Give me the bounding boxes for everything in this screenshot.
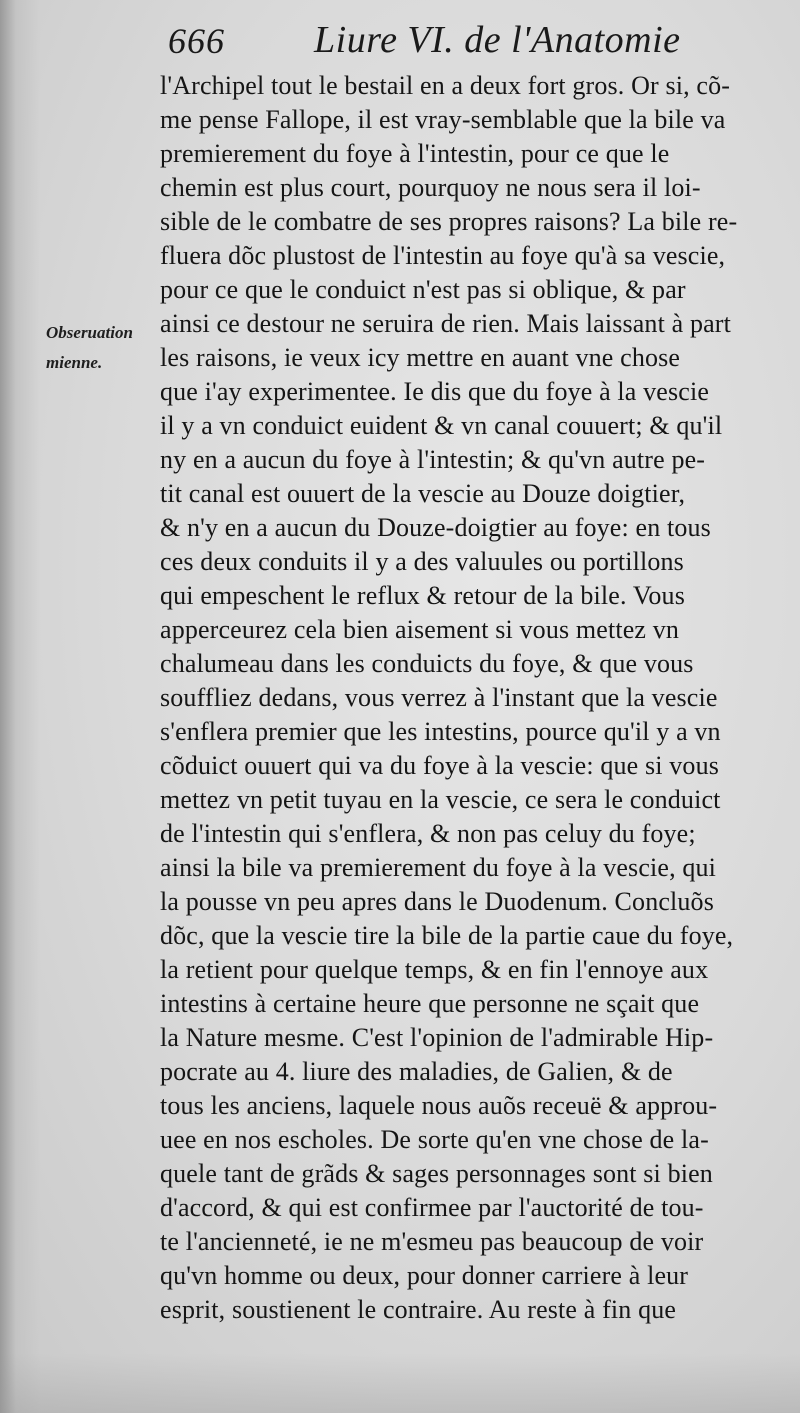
text-line: te l'ancienneté, ie ne m'esmeu pas beaucoup de voir <box>160 1227 704 1256</box>
text-line: premierement du foye à l'intestin, pour ce que le <box>160 139 670 168</box>
text-line: ainsi la bile va premierement du foye à la vescie, qui <box>160 853 717 882</box>
text-line: tous les anciens, laquele nous auõs receuë & approu- <box>160 1091 718 1120</box>
text-line: pocrate au 4. liure des maladies, de Galien, & de <box>160 1057 673 1086</box>
text-line: uee en nos escholes. De sorte qu'en vne chose de la- <box>160 1125 709 1154</box>
text-line: la retient pour quelque temps, & en fin l'ennoye aux <box>160 955 709 984</box>
text-line: il y a vn conduict euident & vn canal couuert; & qu'il <box>160 411 723 440</box>
text-line: quele tant de grãds & sages personnages sont si bien <box>160 1159 713 1188</box>
text-line: les raisons, ie veux icy mettre en auant vne chose <box>160 343 681 372</box>
page-edge-shade <box>0 1353 800 1413</box>
text-line: qui empeschent le reflux & retour de la bile. Vous <box>160 581 685 610</box>
text-line: me pense Fallope, il est vray-semblable que la bile va <box>160 105 726 134</box>
text-line: esprit, soustienent le contraire. Au reste à fin que <box>160 1295 677 1324</box>
text-line: chemin est plus court, pourquoy ne nous sera il loi- <box>160 173 701 202</box>
running-title: Liure VI. de l'Anatomie <box>314 19 681 61</box>
text-line: pour ce que le conduict n'est pas si oblique, & par <box>160 275 686 304</box>
running-header <box>168 14 768 70</box>
text-line: fluera dõc plustost de l'intestin au foye qu'à sa vescie, <box>160 241 726 270</box>
text-line: & n'y en a aucun du Douze-doigtier au foye: en tous <box>160 513 711 542</box>
text-line: intestins à certaine heure que personne ne sçait que <box>160 989 700 1018</box>
body-text <box>160 69 760 1327</box>
text-line: ces deux conduits il y a des valuules ou portillons <box>160 547 684 576</box>
text-line: la Nature mesme. C'est l'opinion de l'admirable Hip- <box>160 1023 714 1052</box>
text-line: la pousse vn peu apres dans le Duodenum. Concluõs <box>160 887 714 916</box>
marginal-note <box>46 318 158 378</box>
text-line: de l'intestin qui s'enflera, & non pas celuy du foye; <box>160 819 696 848</box>
text-line: sible de le combatre de ses propres raisons? La bile re- <box>160 207 738 236</box>
text-line: l'Archipel tout le bestail en a deux fort gros. Or si, cõ- <box>160 71 731 100</box>
text-line: chalumeau dans les conduicts du foye, & que vous <box>160 649 694 678</box>
text-line: souffliez dedans, vous verrez à l'instant que la vescie <box>160 683 718 712</box>
text-line: d'accord, & qui est confirmee par l'auctorité de tou- <box>160 1193 704 1222</box>
text-line: qu'vn homme ou deux, pour donner carriere à leur <box>160 1261 689 1290</box>
text-line: dõc, que la vescie tire la bile de la partie caue du foye, <box>160 921 734 950</box>
text-line: tit canal est ouuert de la vescie au Douze doigtier, <box>160 479 686 508</box>
text-line: ainsi ce destour ne seruira de rien. Mais laissant à part <box>160 309 731 338</box>
text-line: s'enflera premier que les intestins, pource qu'il y a vn <box>160 717 721 746</box>
text-line: cõduict ouuert qui va du foye à la vescie: que si vous <box>160 751 720 780</box>
page-number: 666 <box>168 21 225 61</box>
text-line: mettez vn petit tuyau en la vescie, ce sera le conduict <box>160 785 721 814</box>
marginal-note-line: mienne. <box>46 353 103 372</box>
text-line: que i'ay experimentee. Ie dis que du foye à la vescie <box>160 377 710 406</box>
gutter-shadow <box>0 0 40 1413</box>
text-line: ny en a aucun du foye à l'intestin; & qu'vn autre pe- <box>160 445 706 474</box>
marginal-note-line: Obseruation <box>46 323 133 342</box>
text-line: apperceurez cela bien aisement si vous mettez vn <box>160 615 680 644</box>
